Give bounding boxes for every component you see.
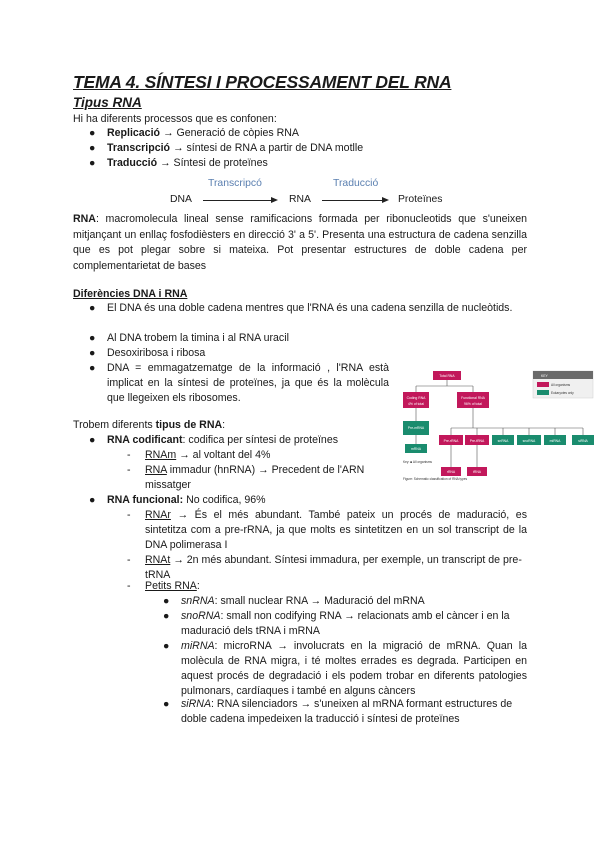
diagram-subleaf: tRNA [472,470,482,474]
diagram-node-mrna: mRNA [411,447,421,451]
rna-types-diagram [393,362,598,490]
diagram-note: Key: ■ All organisms [403,460,433,464]
diagram-node-coding: Coding RNA [406,396,426,400]
list-item: ● Desoxiribosa i ribosa [89,347,206,359]
flow-label-translation: Traducció [333,178,379,189]
list-item: ● snRNA: small nuclear RNA → Maduració del mRNA [163,595,425,607]
section-heading-tipus-rna: Tipus RNA [73,95,142,110]
flow-node-proteins: Proteïnes [398,194,443,205]
flow-arrow-1 [203,200,273,201]
list-item: ● Al DNA trobem la timina i al RNA uracil [89,332,289,344]
list-item: ● snoRNA: small non codifying RNA → relacionats amb el càncer i en la maduració dels tRNA i mRNA [163,610,510,637]
diagram-leaf: snoRNA [522,439,536,443]
diagram-subleaf: rRNA [446,470,456,474]
flow-node-rna: RNA [289,194,311,205]
diagram-caption: Figure: Schematic classification of RNA types [403,477,468,481]
diagram-node-total: Total RNA [439,374,455,378]
diagram-leaf: Pre-rRNA [443,439,459,443]
diagram-node-pre-mrna: Pre-mRNA [407,426,425,430]
list-item: - RNA immadur (hnRNA) → Precedent de l'ARN missatger [127,464,365,491]
diagram-key-title: KEY [541,374,548,378]
list-item: ● Replicació → Generació de còpies RNA [89,127,299,139]
list-item: - Petits RNA: [127,580,200,592]
list-item: - RNAm → al voltant del 4% [127,449,271,461]
diagram-node-functional-pct: 96% of total [464,402,482,406]
flow-arrow-2 [322,200,384,201]
diagram-key-item: Eukaryotes only [551,391,574,395]
list-item: - RNAt → 2n més abundant. Síntesi immadura, per exemple, un transcript de pre-tRNA [127,554,522,581]
diagram-leaf: miRNA [549,439,561,443]
diagram-leaf: siRNA [578,439,588,443]
section-heading-differences: Diferències DNA i RNA [73,288,188,300]
diagram-node-coding-pct: 4% of total [407,402,425,406]
diagram-node-functional: Functional RNA [461,396,485,400]
rna-definition: RNA: macromolecula lineal sense ramificacions formada per ribonucleotids que s'uneixen mitjançant un enllaç fosfodièsters en direcció 3' a 5'. Presenta una estructura de cadena senzilla que es pot plegar sobre si mateixa. Pot presentar estructures de doble cadena per complementarietat de bases [73,213,527,272]
flow-node-dna: DNA [170,194,192,205]
list-item: ● El DNA és una doble cadena mentres que l'RNA és una cadena senzilla de nucleòtids. [89,302,513,314]
list-item: ● DNA = emmagatzematge de la informació , l'RNA està implicat en la síntesi de proteïnes, ja que és la molècula que llegeixen els ribosomes. [89,362,389,404]
arrow-right-icon [271,197,278,203]
list-item: ● Traducció → Síntesi de proteïnes [89,157,268,169]
intro-text: Hi ha diferents processos que es confonen: [73,113,277,125]
list-item: - RNAr → És el més abundant. També pateix un procés de maduració, es sintetitza com a pre-rRNA, ja que molts es sintetitzen en un sol transcript de la DNA polimerasa I [127,509,527,551]
diagram-leaf: Pre-tRNA [469,439,485,443]
list-item: ● RNA codificant: codifica per síntesi de proteïnes [89,434,339,446]
diagram-leaf: snRNA [497,439,509,443]
list-item: ● siRNA: RNA silenciadors → s'uneixen al mRNA formant estructures de doble cadena impedeixen la traducció i síntesi de proteïnes [163,698,513,725]
diagram-key-item: All organisms [551,383,571,387]
types-intro: Trobem diferents tipus de RNA: [73,419,226,431]
list-item: ● Transcripció → síntesi de RNA a partir de DNA motlle [89,142,364,154]
list-item: ● miRNA: microRNA → involucrats en la migració de mRNA. Quan la molècula de RNA migra, i té moltes errades es degrada. Participen en aquest procés de degradació i els podem trobar en diferents patologies pulmonars, cardíaques i també en alguns càncers [163,640,527,697]
arrow-right-icon [382,197,389,203]
page-title: TEMA 4. SÍNTESI I PROCESSAMENT DEL RNA [73,72,452,92]
flow-label-transcription: Transcripcó [208,178,262,189]
list-item: ● RNA funcional: No codifica, 96% [89,494,266,506]
